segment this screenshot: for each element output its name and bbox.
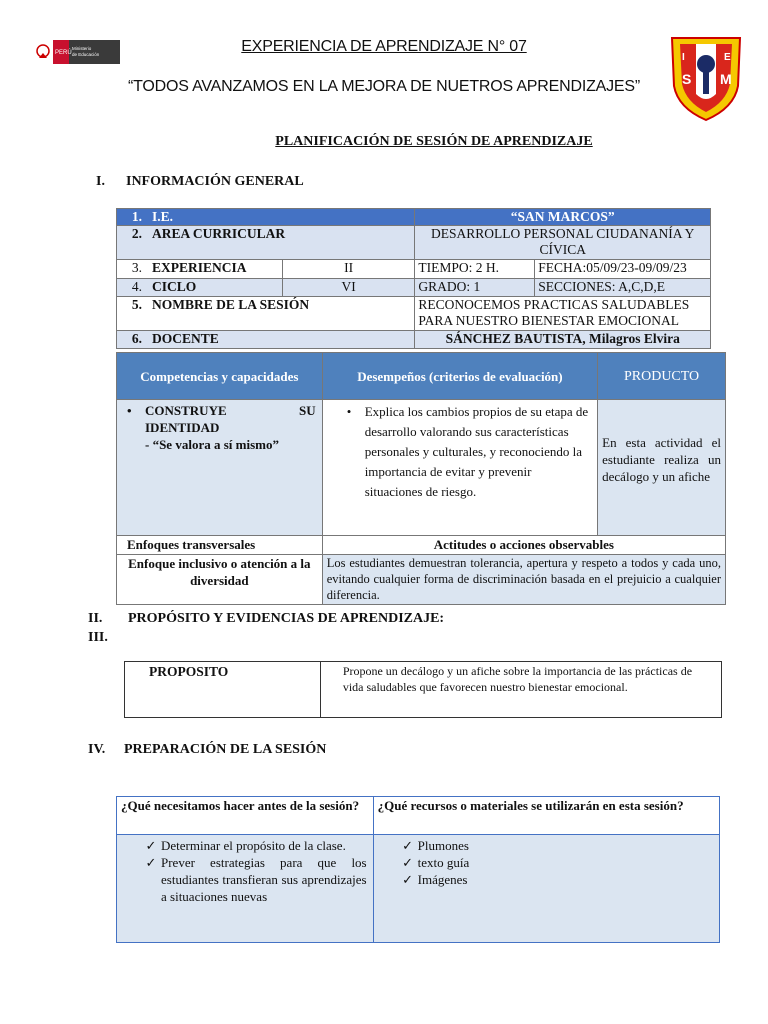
general-info-table: 1. I.E. “SAN MARCOS” 2. AREA CURRICULAR DESARROLLO PERSONAL CIUDANANÍA Y CÍVICA 3. EXPERIENCIA II TIEMPO: 2 H. FECHA:05/09/23-09/09/23 4. CICLO VI GRADO: 1 SECCIONES: A,C,D,E 5. NOMBRE DE LA SESIÓN RECONOCEMOS PRACTICAS SALUDABLES PARA NUESTRO BIENESTAR EMOCIONAL 6. DOCENTE SÁNCHEZ BAUTISTA, Milagros Elvira: [116, 208, 711, 349]
docente-label: DOCENTE: [152, 331, 219, 346]
fecha: FECHA:05/09/23-09/09/23: [535, 260, 711, 279]
sesion-value: RECONOCEMOS PRACTICAS SALUDABLES PARA NUESTRO BIENESTAR EMOCIONAL: [415, 297, 711, 331]
recurso-item: ✓ Imágenes: [398, 871, 713, 888]
check-icon: ✓: [402, 872, 414, 887]
plan-title: PLANIFICACIÓN DE SESIÓN DE APRENDIZAJE: [275, 134, 593, 149]
producto-text: En esta actividad el estudiante realiza un decálogo y un afiche: [598, 400, 726, 536]
check-icon: ✓: [402, 838, 414, 853]
ciclo-value: VI: [282, 279, 415, 297]
ie-value: “SAN MARCOS”: [415, 209, 711, 226]
desempeno-text: Explica los cambios propios de su etapa de desarrollo valorando sus características personales y culturales, y reconociendo la importancia de evitar y prevenir situaciones de riesgo.: [364, 404, 589, 499]
proposito-label: PROPOSITO: [125, 662, 321, 718]
area-label: AREA CURRICULAR: [152, 226, 286, 241]
enfoques-label: Enfoques transversales: [117, 536, 323, 555]
check-icon: ✓: [402, 855, 414, 870]
head-desempenos: Desempeños (criterios de evaluación): [322, 353, 597, 400]
head-competencias: Competencias y capacidades: [117, 353, 323, 400]
check-icon: ✓: [145, 855, 157, 870]
tiempo: TIEMPO: 2 H.: [415, 260, 535, 279]
enfoque-name: Enfoque inclusivo o atención a la diversidad: [117, 555, 323, 605]
svg-text:de Educación: de Educación: [72, 52, 100, 57]
antes-item: ✓ Prever estrategias para que los estudiantes transfieran sus aprendizajes a situaciones nuevas: [141, 854, 367, 905]
sesion-label: NOMBRE DE LA SESIÓN: [152, 297, 310, 312]
exp-value: II: [282, 260, 415, 279]
preparacion-table: [116, 796, 720, 943]
capacidad-name: - “Se valora a sí mismo”: [145, 437, 279, 452]
ciclo-label: CICLO: [152, 279, 197, 294]
docente-value: SÁNCHEZ BAUTISTA, Milagros Elvira: [415, 331, 711, 349]
secciones: SECCIONES: A,C,D,E: [535, 279, 711, 297]
actitudes-label: Actitudes o acciones observables: [322, 536, 725, 555]
recurso-item: ✓ texto guía: [398, 854, 713, 871]
svg-text:S: S: [682, 71, 692, 87]
proposito-table: [124, 661, 722, 718]
svg-text:I: I: [682, 52, 685, 63]
head-recursos: ¿Qué recursos o materiales se utilizarán en esta sesión?: [373, 797, 719, 835]
experience-title: EXPERIENCIA DE APRENDIZAJE N° 07: [241, 38, 527, 55]
recurso-item: ✓ Plumones: [398, 837, 713, 854]
ie-label: I.E.: [152, 209, 174, 224]
svg-text:E: E: [724, 52, 731, 63]
head-antes: ¿Qué necesitamos hacer antes de la sesión?: [117, 797, 374, 835]
svg-text:M: M: [720, 71, 732, 87]
exp-label: EXPERIENCIA: [152, 260, 247, 275]
grado: GRADO: 1: [415, 279, 535, 297]
peru-logo-text: PERÚ: [55, 50, 72, 56]
competencias-table: Competencias y capacidades Desempeños (criterios de evaluación) PRODUCTO • CONSTRUYE SU IDENTIDAD - “Se valora a sí mismo” • Explica los cambios propios de su etapa de desarrollo valorando sus características personales y culturales, y reconociendo la importancia de evitar y prevenir situaciones de riesgo. En esta actividad el estudiante realiza un decálogo y un afiche Enfoques transversales Actitudes o acciones observables Enfoque inclusivo o atención a la diversidad Los estudiantes demuestran tolerancia, apertura y respeto a todos y cada uno, evitando cualquier forma de discriminación basada en el prejuicio a cualquier diferencia.: [116, 352, 726, 605]
enfoque-description: Los estudiantes demuestran tolerancia, apertura y respeto a todos y cada uno, evitando cualquier forma de discriminación basada en el prejuicio a cualquier diferencia.: [322, 555, 725, 605]
head-producto: PRODUCTO: [598, 353, 726, 400]
competencia-name: CONSTRUYE SU IDENTIDAD: [145, 403, 316, 435]
svg-text:Ministerio: Ministerio: [72, 46, 92, 51]
area-value: DESARROLLO PERSONAL CIUDANANÍA Y CÍVICA: [415, 226, 711, 260]
experience-subtitle: “TODOS AVANZAMOS EN LA MEJORA DE NUETROS APRENDIZAJES”: [128, 78, 640, 95]
antes-item: ✓ Determinar el propósito de la clase.: [141, 837, 367, 854]
proposito-text: Propone un decálogo y un afiche sobre la importancia de las prácticas de vida saludables que favorecen nuestro bienestar emocional.: [320, 662, 721, 718]
check-icon: ✓: [145, 838, 157, 853]
